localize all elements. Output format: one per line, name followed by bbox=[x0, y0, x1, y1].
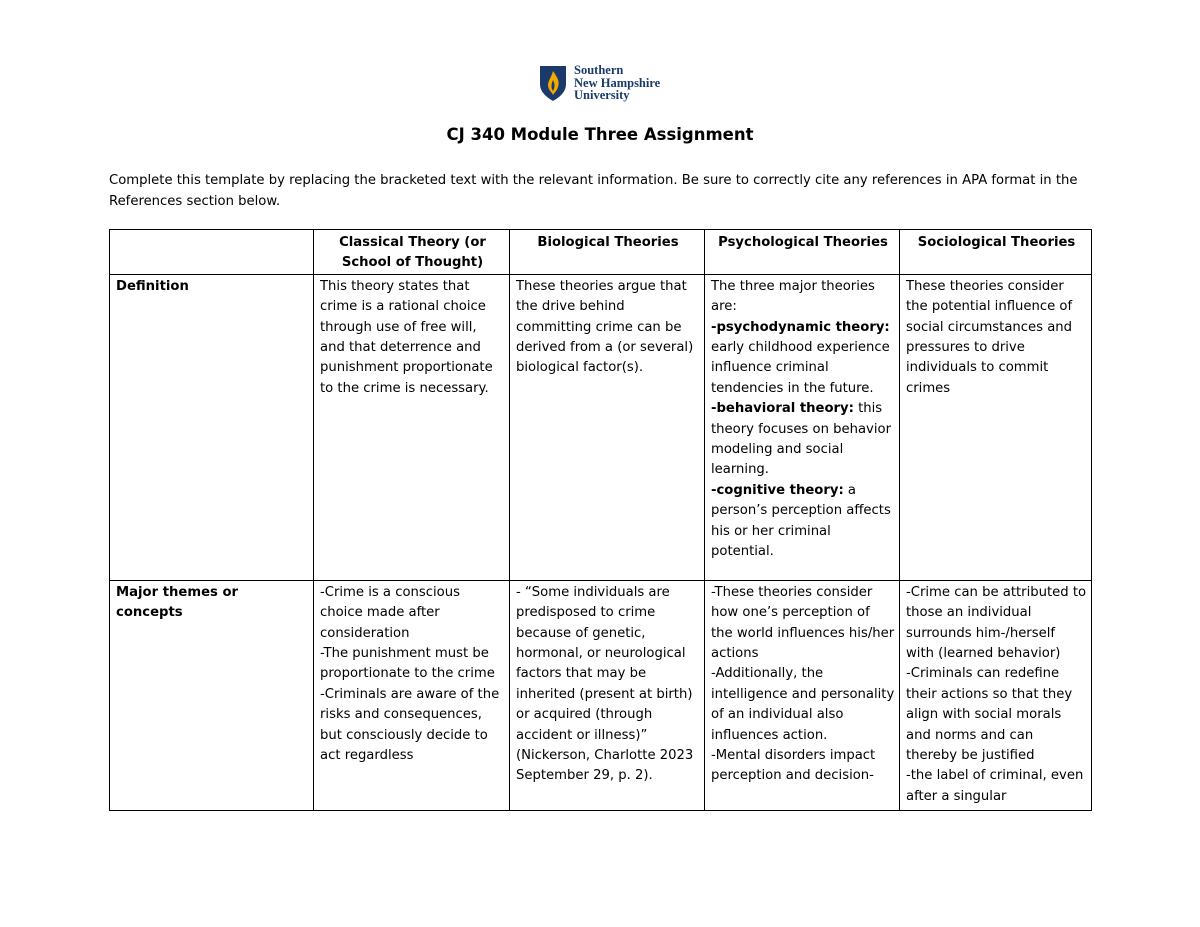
page-title: CJ 340 Module Three Assignment bbox=[446, 125, 754, 144]
psych-intro: The three major theories are: bbox=[711, 278, 875, 315]
psych-theory-3-text: a person’s perception affects his or her criminal potential. bbox=[711, 482, 891, 560]
logo-line-2: New Hampshire bbox=[574, 75, 661, 90]
list-item: -Criminals are aware of the risks and consequences, but consciously decide to act regardless bbox=[320, 686, 500, 764]
header-psychological: Psychological Theories bbox=[705, 230, 900, 275]
list-item: -the label of criminal, even after a singular bbox=[906, 768, 1084, 804]
instructions-paragraph: Complete this template by replacing the bracketed text with the relevant information. Be sure to correctly cite any references in APA format in the References section below. bbox=[109, 173, 1078, 209]
psych-theory-2 bbox=[711, 399, 895, 481]
definition-biological: These theories argue that the drive behind committing crime can be derived from a (or several) biological factor(s). bbox=[510, 274, 705, 580]
definition-psychological bbox=[705, 274, 900, 580]
psych-theory-1 bbox=[711, 318, 895, 400]
psych-theory-3-label: -cognitive theory: bbox=[711, 482, 844, 498]
themes-psychological-content bbox=[711, 583, 895, 810]
logo-line-3: University bbox=[574, 88, 630, 102]
list-item: -Crime is a conscious choice made after consideration bbox=[320, 584, 460, 641]
psych-theory-1-label: -psychodynamic theory: bbox=[711, 319, 890, 335]
themes-label: Major themes or concepts bbox=[110, 580, 314, 810]
definition-sociological: These theories consider the potential influence of social circumstances and pressures to drive individuals to commit crimes bbox=[900, 274, 1092, 580]
psych-theory-2-label: -behavioral theory: bbox=[711, 401, 854, 417]
university-name bbox=[574, 64, 660, 102]
themes-classical-content bbox=[320, 583, 505, 810]
theories-table bbox=[109, 229, 1092, 811]
themes-sociological-content bbox=[906, 583, 1087, 810]
list-item: -Criminals can redefine their actions so that they align with social morals and norms and can thereby be justified bbox=[906, 666, 1073, 764]
university-logo bbox=[538, 64, 660, 102]
definition-label: Definition bbox=[110, 274, 314, 580]
psych-theory-2-text: this theory focuses on behavior modeling and social learning. bbox=[711, 401, 891, 478]
header-empty bbox=[110, 230, 314, 275]
list-item: -Mental disorders impact perception and decision- bbox=[711, 748, 876, 784]
psych-theory-3 bbox=[711, 481, 895, 563]
shield-flame-icon bbox=[538, 64, 568, 102]
themes-classical bbox=[314, 580, 510, 810]
definition-row bbox=[110, 274, 1092, 580]
list-item: -Additionally, the intelligence and personality of an individual also influences action. bbox=[711, 666, 895, 743]
list-item: - “Some individuals are predisposed to crime because of genetic, hormonal, or neurological factors that may be inherited (present at birth) or acquired (through accident or illness)” (Nickerson, Charlotte 2023 September 29, p. 2). bbox=[516, 584, 694, 784]
psych-theory-1-text: early childhood experience influence criminal tendencies in the future. bbox=[711, 340, 890, 396]
themes-biological-content bbox=[516, 583, 700, 810]
themes-sociological bbox=[900, 580, 1092, 810]
list-item: -These theories consider how one’s perception of the world influences his/her actions bbox=[711, 584, 895, 662]
themes-biological bbox=[510, 580, 705, 810]
list-item: -The punishment must be proportionate to the crime bbox=[320, 646, 495, 682]
header-sociological: Sociological Theories bbox=[900, 230, 1092, 275]
list-item: -Crime can be attributed to those an individual surrounds him-/herself with (learned behavior) bbox=[906, 584, 1087, 662]
header-classical: Classical Theory (or School of Thought) bbox=[314, 230, 510, 275]
table-header-row bbox=[110, 230, 1092, 275]
header-biological: Biological Theories bbox=[510, 230, 705, 275]
definition-classical: This theory states that crime is a rational choice through use of free will, and that deterrence and punishment proportionate to the crime is necessary. bbox=[314, 274, 510, 580]
themes-psychological bbox=[705, 580, 900, 810]
logo-line-1: Southern bbox=[574, 63, 624, 77]
themes-row bbox=[110, 580, 1092, 810]
